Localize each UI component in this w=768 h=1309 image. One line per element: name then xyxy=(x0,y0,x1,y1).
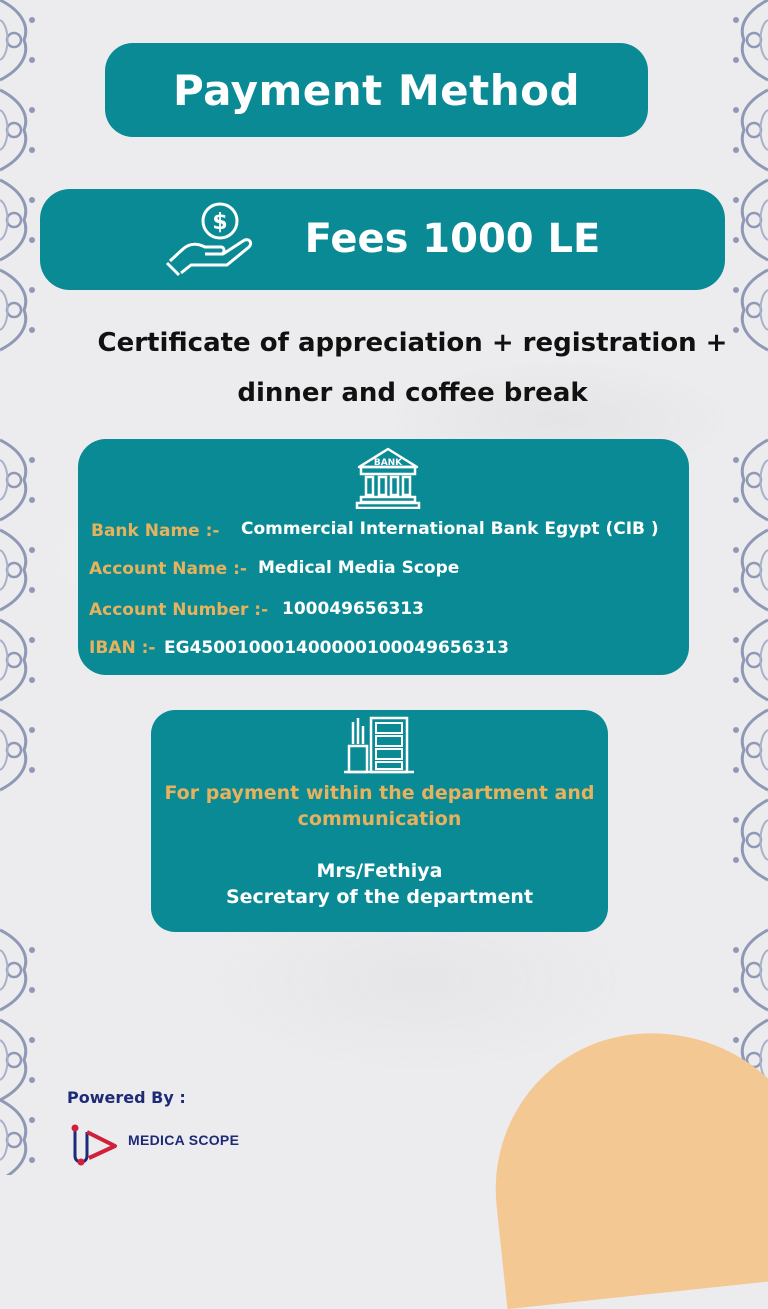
ornament-border-right xyxy=(720,0,768,1175)
department-contact xyxy=(151,858,608,910)
includes-line-1: Certificate of appreciation + registration + xyxy=(97,328,728,358)
title-banner xyxy=(105,43,648,137)
department-payment-card xyxy=(151,710,608,932)
money-hand-icon xyxy=(165,199,255,279)
ornament-border-left xyxy=(0,0,48,1175)
page-title: Payment Method xyxy=(172,65,581,115)
decorative-peach-blob xyxy=(480,1017,768,1309)
department-title-line-2: communication xyxy=(297,808,462,830)
bank-name-value: Commercial International Bank Egypt (CIB ) xyxy=(241,519,659,539)
bank-icon xyxy=(355,445,421,509)
account-name-value: Medical Media Scope xyxy=(258,558,460,578)
bank-icon-label: BANK xyxy=(373,458,403,468)
includes-line-2: dinner and coffee break xyxy=(237,378,588,408)
bank-details-card xyxy=(78,439,689,675)
brand-logo xyxy=(67,1118,267,1168)
account-name-label: Account Name :- xyxy=(89,559,247,579)
department-title-line-1: For payment within the department and xyxy=(164,782,595,804)
iban-value: EG450010001400000100049656313 xyxy=(164,638,509,658)
medica-scope-logo-icon xyxy=(67,1118,127,1168)
account-number-label: Account Number :- xyxy=(89,600,269,620)
office-cabinet-icon xyxy=(344,714,414,776)
contact-role: Secretary of the department xyxy=(225,886,534,908)
bank-name-label: Bank Name :- xyxy=(91,521,220,541)
iban-label: IBAN :- xyxy=(89,638,156,658)
brand-name: MEDICA SCOPE xyxy=(128,1132,240,1148)
fees-banner xyxy=(40,189,725,290)
department-title xyxy=(151,780,608,832)
account-number-value: 100049656313 xyxy=(282,599,424,619)
svg-text:$: $ xyxy=(212,210,228,235)
powered-by-label: Powered By : xyxy=(67,1088,186,1107)
fees-amount: Fees 1000 LE xyxy=(304,216,601,262)
includes-text xyxy=(60,318,765,418)
contact-name: Mrs/Fethiya xyxy=(316,860,443,882)
